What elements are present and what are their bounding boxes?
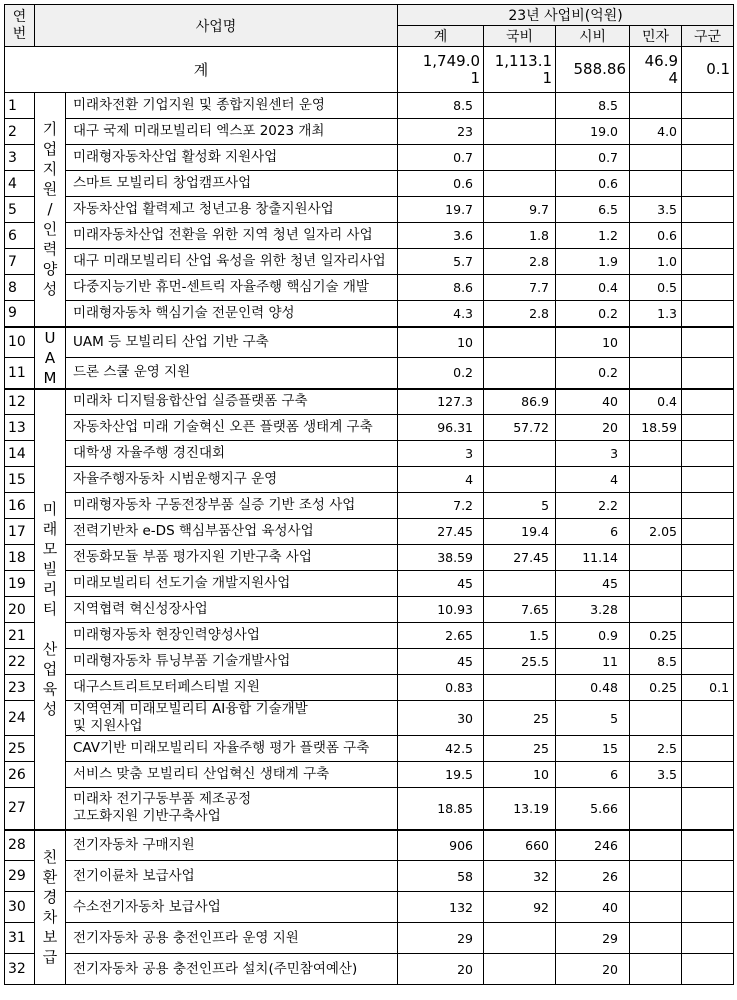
project-name: 대구 국제 미래모빌리티 엑스포 2023 개최 (66, 119, 398, 145)
value-total: 38.59 (398, 545, 484, 571)
value-city: 10 (556, 327, 630, 358)
row-number: 6 (5, 223, 35, 249)
row-number: 1 (5, 93, 35, 119)
table-row (5, 830, 734, 861)
value-district (682, 197, 734, 223)
value-total: 58 (398, 861, 484, 892)
project-name: 드론 스쿨 운영 지원 (66, 358, 398, 389)
value-district (682, 701, 734, 736)
table-row (5, 701, 734, 736)
value-national: 2.8 (484, 301, 556, 327)
value-city: 20 (556, 415, 630, 441)
row-number: 25 (5, 736, 35, 762)
row-number: 4 (5, 171, 35, 197)
value-total: 2.65 (398, 623, 484, 649)
value-city: 5 (556, 701, 630, 736)
table-row (5, 649, 734, 675)
value-private (630, 171, 682, 197)
category-business-support: 기 업 지 원 / 인 력 양 성 (35, 93, 66, 327)
project-name: 전동화모듈 부품 평가지원 기반구축 사업 (66, 545, 398, 571)
project-name: 지역협력 혁신성장사업 (66, 597, 398, 623)
table-row (5, 493, 734, 519)
value-total: 18.85 (398, 788, 484, 830)
row-number: 3 (5, 145, 35, 171)
header-col-private: 민자 (630, 26, 682, 47)
value-total: 45 (398, 571, 484, 597)
category-uam: U A M (35, 327, 66, 389)
value-city: 8.5 (556, 93, 630, 119)
row-number: 7 (5, 249, 35, 275)
value-total: 0.7 (398, 145, 484, 171)
table-row (5, 519, 734, 545)
total-national: 1,113.1 1 (484, 47, 556, 93)
value-national: 92 (484, 892, 556, 923)
project-name: 미래차 전기구동부품 제조공정 고도화지원 기반구축사업 (66, 788, 398, 830)
value-private (630, 788, 682, 830)
row-number: 20 (5, 597, 35, 623)
value-city: 1.9 (556, 249, 630, 275)
project-name: 전기이륜차 보급사업 (66, 861, 398, 892)
value-private (630, 545, 682, 571)
project-name: 대구스트리트모터페스티벌 지원 (66, 675, 398, 701)
total-private: 46.9 4 (630, 47, 682, 93)
project-name: 자동차산업 미래 기술혁신 오픈 플랫폼 생태계 구축 (66, 415, 398, 441)
project-name: 전기자동차 공용 충전인프라 설치(주민참여예산) (66, 954, 398, 985)
value-district (682, 788, 734, 830)
value-national (484, 119, 556, 145)
table-row (5, 249, 734, 275)
value-district (682, 861, 734, 892)
value-city: 19.0 (556, 119, 630, 145)
row-number: 18 (5, 545, 35, 571)
value-total: 7.2 (398, 493, 484, 519)
value-district (682, 389, 734, 415)
table-row (5, 923, 734, 954)
project-name: 미래형자동차산업 활성화 지원사업 (66, 145, 398, 171)
value-district (682, 171, 734, 197)
total-district: 0.1 (682, 47, 734, 93)
table-row (5, 171, 734, 197)
value-private: 0.5 (630, 275, 682, 301)
value-district (682, 892, 734, 923)
value-private: 3.5 (630, 762, 682, 788)
value-national (484, 171, 556, 197)
project-name: 미래형자동차 튜닝부품 기술개발사업 (66, 649, 398, 675)
value-city: 29 (556, 923, 630, 954)
row-number: 32 (5, 954, 35, 985)
value-private: 8.5 (630, 649, 682, 675)
value-district (682, 441, 734, 467)
row-number: 8 (5, 275, 35, 301)
value-city: 0.9 (556, 623, 630, 649)
value-national: 10 (484, 762, 556, 788)
value-city: 11.14 (556, 545, 630, 571)
value-district (682, 119, 734, 145)
row-number: 29 (5, 861, 35, 892)
value-private (630, 861, 682, 892)
value-national (484, 441, 556, 467)
row-number: 23 (5, 675, 35, 701)
value-national: 32 (484, 861, 556, 892)
value-total: 0.6 (398, 171, 484, 197)
project-name: 스마트 모빌리티 창업캠프사업 (66, 171, 398, 197)
value-private (630, 892, 682, 923)
value-private (630, 830, 682, 861)
value-total: 19.7 (398, 197, 484, 223)
row-number: 9 (5, 301, 35, 327)
value-private: 0.6 (630, 223, 682, 249)
value-national (484, 467, 556, 493)
value-national (484, 923, 556, 954)
value-district (682, 415, 734, 441)
value-national: 19.4 (484, 519, 556, 545)
value-total: 42.5 (398, 736, 484, 762)
value-national (484, 675, 556, 701)
budget-table (4, 4, 734, 985)
project-name: 전기자동차 구매지원 (66, 830, 398, 861)
value-national: 25 (484, 701, 556, 736)
total-sum: 1,749.0 1 (398, 47, 484, 93)
project-name: 서비스 맞춤 모빌리티 산업혁신 생태계 구축 (66, 762, 398, 788)
header-project-name: 사업명 (35, 5, 398, 47)
value-private: 2.05 (630, 519, 682, 545)
value-total: 0.2 (398, 358, 484, 389)
value-private: 3.5 (630, 197, 682, 223)
value-city: 40 (556, 892, 630, 923)
header-budget: 23년 사업비(억원) (398, 5, 734, 26)
row-number: 31 (5, 923, 35, 954)
value-city: 11 (556, 649, 630, 675)
value-national (484, 145, 556, 171)
table-row (5, 389, 734, 415)
project-name: CAV기반 미래모빌리티 자율주행 평가 플랫폼 구축 (66, 736, 398, 762)
row-number: 26 (5, 762, 35, 788)
value-private: 18.59 (630, 415, 682, 441)
value-city: 0.2 (556, 358, 630, 389)
header-col-total: 계 (398, 26, 484, 47)
value-district (682, 519, 734, 545)
project-name: 전력기반차 e-DS 핵심부품산업 육성사업 (66, 519, 398, 545)
row-number: 15 (5, 467, 35, 493)
value-city: 3 (556, 441, 630, 467)
value-city: 26 (556, 861, 630, 892)
table-row (5, 571, 734, 597)
value-total: 3 (398, 441, 484, 467)
value-private (630, 467, 682, 493)
project-name: 자율주행자동차 시범운행지구 운영 (66, 467, 398, 493)
project-name: 미래형자동차 핵심기술 전문인력 양성 (66, 301, 398, 327)
row-number: 12 (5, 389, 35, 415)
value-district (682, 830, 734, 861)
table-row (5, 358, 734, 389)
value-district: 0.1 (682, 675, 734, 701)
value-national: 7.7 (484, 275, 556, 301)
header-col-district: 구군 (682, 26, 734, 47)
table-row (5, 736, 734, 762)
value-total: 23 (398, 119, 484, 145)
category-eco-vehicle: 친 환 경 차 보 급 (35, 830, 66, 985)
table-row (5, 954, 734, 985)
project-name: 미래자동차산업 전환을 위한 지역 청년 일자리 사업 (66, 223, 398, 249)
table-row (5, 892, 734, 923)
value-district (682, 145, 734, 171)
project-name: 대구 미래모빌리티 산업 육성을 위한 청년 일자리사업 (66, 249, 398, 275)
table-row (5, 415, 734, 441)
value-city: 45 (556, 571, 630, 597)
value-city: 6 (556, 519, 630, 545)
value-city: 0.6 (556, 171, 630, 197)
value-national: 1.5 (484, 623, 556, 649)
row-number: 30 (5, 892, 35, 923)
table-row (5, 861, 734, 892)
row-number: 28 (5, 830, 35, 861)
value-national: 7.65 (484, 597, 556, 623)
table-row (5, 327, 734, 358)
project-name: 지역연계 미래모빌리티 AI융합 기술개발 및 지원사업 (66, 701, 398, 736)
value-total: 5.7 (398, 249, 484, 275)
value-city: 4 (556, 467, 630, 493)
value-city: 0.2 (556, 301, 630, 327)
value-district (682, 93, 734, 119)
value-district (682, 467, 734, 493)
table-row (5, 197, 734, 223)
value-district (682, 545, 734, 571)
value-district (682, 223, 734, 249)
row-number: 17 (5, 519, 35, 545)
row-number: 16 (5, 493, 35, 519)
table-row (5, 788, 734, 830)
value-private (630, 701, 682, 736)
value-national (484, 93, 556, 119)
value-national: 9.7 (484, 197, 556, 223)
value-city: 246 (556, 830, 630, 861)
value-total: 4.3 (398, 301, 484, 327)
value-total: 10.93 (398, 597, 484, 623)
value-national (484, 327, 556, 358)
value-district (682, 597, 734, 623)
row-number: 2 (5, 119, 35, 145)
value-district (682, 762, 734, 788)
value-private: 2.5 (630, 736, 682, 762)
value-city: 40 (556, 389, 630, 415)
value-total: 0.83 (398, 675, 484, 701)
value-national (484, 954, 556, 985)
value-city: 5.66 (556, 788, 630, 830)
row-number: 21 (5, 623, 35, 649)
table-row (5, 119, 734, 145)
project-name: 자동차산업 활력제고 청년고용 창출지원사업 (66, 197, 398, 223)
value-private (630, 145, 682, 171)
value-district (682, 249, 734, 275)
table-row (5, 597, 734, 623)
value-district (682, 736, 734, 762)
project-name: 미래차전환 기업지원 및 종합지원센터 운영 (66, 93, 398, 119)
row-number: 19 (5, 571, 35, 597)
value-city: 3.28 (556, 597, 630, 623)
row-number: 11 (5, 358, 35, 389)
value-private (630, 93, 682, 119)
value-national: 660 (484, 830, 556, 861)
value-national (484, 358, 556, 389)
value-city: 0.7 (556, 145, 630, 171)
value-total: 906 (398, 830, 484, 861)
value-total: 45 (398, 649, 484, 675)
value-total: 4 (398, 467, 484, 493)
value-district (682, 571, 734, 597)
value-total: 30 (398, 701, 484, 736)
category-mobility-industry: 미 래 모 빌 리 티 산 업 육 성 (35, 389, 66, 830)
value-district (682, 493, 734, 519)
value-total: 10 (398, 327, 484, 358)
table-row (5, 301, 734, 327)
project-name: 미래형자동차 현장인력양성사업 (66, 623, 398, 649)
value-private: 0.25 (630, 623, 682, 649)
value-national: 13.19 (484, 788, 556, 830)
value-city: 2.2 (556, 493, 630, 519)
value-national: 2.8 (484, 249, 556, 275)
value-private: 4.0 (630, 119, 682, 145)
value-city: 6 (556, 762, 630, 788)
project-name: 미래차 디지털융합산업 실증플랫폼 구축 (66, 389, 398, 415)
value-private: 0.4 (630, 389, 682, 415)
row-number: 22 (5, 649, 35, 675)
value-national: 25.5 (484, 649, 556, 675)
value-private (630, 493, 682, 519)
value-national: 27.45 (484, 545, 556, 571)
row-number: 13 (5, 415, 35, 441)
project-name: 미래모빌리티 선도기술 개발지원사업 (66, 571, 398, 597)
value-total: 27.45 (398, 519, 484, 545)
project-name: UAM 등 모빌리티 산업 기반 구축 (66, 327, 398, 358)
total-row (5, 47, 734, 93)
project-name: 수소전기자동차 보급사업 (66, 892, 398, 923)
table-row (5, 223, 734, 249)
value-district (682, 327, 734, 358)
total-city: 588.86 (556, 47, 630, 93)
value-total: 8.5 (398, 93, 484, 119)
value-private (630, 954, 682, 985)
value-private (630, 441, 682, 467)
header-col-city: 시비 (556, 26, 630, 47)
value-district (682, 301, 734, 327)
project-name: 미래형자동차 구동전장부품 실증 기반 조성 사업 (66, 493, 398, 519)
row-number: 14 (5, 441, 35, 467)
value-total: 20 (398, 954, 484, 985)
row-number: 27 (5, 788, 35, 830)
row-number: 10 (5, 327, 35, 358)
project-name: 다중지능기반 휴먼-센트릭 자율주행 핵심기술 개발 (66, 275, 398, 301)
value-private (630, 358, 682, 389)
table-row (5, 145, 734, 171)
value-private (630, 327, 682, 358)
value-private (630, 923, 682, 954)
value-national (484, 571, 556, 597)
value-national: 25 (484, 736, 556, 762)
value-city: 20 (556, 954, 630, 985)
table-row (5, 93, 734, 119)
value-total: 132 (398, 892, 484, 923)
table-row (5, 441, 734, 467)
row-number: 24 (5, 701, 35, 736)
value-national: 1.8 (484, 223, 556, 249)
value-city: 0.4 (556, 275, 630, 301)
table-row (5, 675, 734, 701)
value-private: 0.25 (630, 675, 682, 701)
value-private (630, 571, 682, 597)
header-col-national: 국비 (484, 26, 556, 47)
value-district (682, 275, 734, 301)
value-city: 0.48 (556, 675, 630, 701)
value-total: 3.6 (398, 223, 484, 249)
value-district (682, 649, 734, 675)
value-city: 15 (556, 736, 630, 762)
value-private: 1.3 (630, 301, 682, 327)
table-row (5, 762, 734, 788)
table-row (5, 467, 734, 493)
project-name: 전기자동차 공용 충전인프라 운영 지원 (66, 923, 398, 954)
value-district (682, 623, 734, 649)
total-label: 계 (5, 47, 398, 93)
value-private: 1.0 (630, 249, 682, 275)
table-row (5, 545, 734, 571)
value-city: 1.2 (556, 223, 630, 249)
value-total: 8.6 (398, 275, 484, 301)
row-number: 5 (5, 197, 35, 223)
value-national: 5 (484, 493, 556, 519)
value-private (630, 597, 682, 623)
project-name: 대학생 자율주행 경진대회 (66, 441, 398, 467)
value-district (682, 923, 734, 954)
value-national: 57.72 (484, 415, 556, 441)
table-row (5, 275, 734, 301)
header-number: 연 번 (5, 5, 35, 47)
table-row (5, 623, 734, 649)
value-total: 127.3 (398, 389, 484, 415)
value-district (682, 954, 734, 985)
value-national: 86.9 (484, 389, 556, 415)
value-total: 29 (398, 923, 484, 954)
value-city: 6.5 (556, 197, 630, 223)
value-total: 96.31 (398, 415, 484, 441)
value-total: 19.5 (398, 762, 484, 788)
value-district (682, 358, 734, 389)
